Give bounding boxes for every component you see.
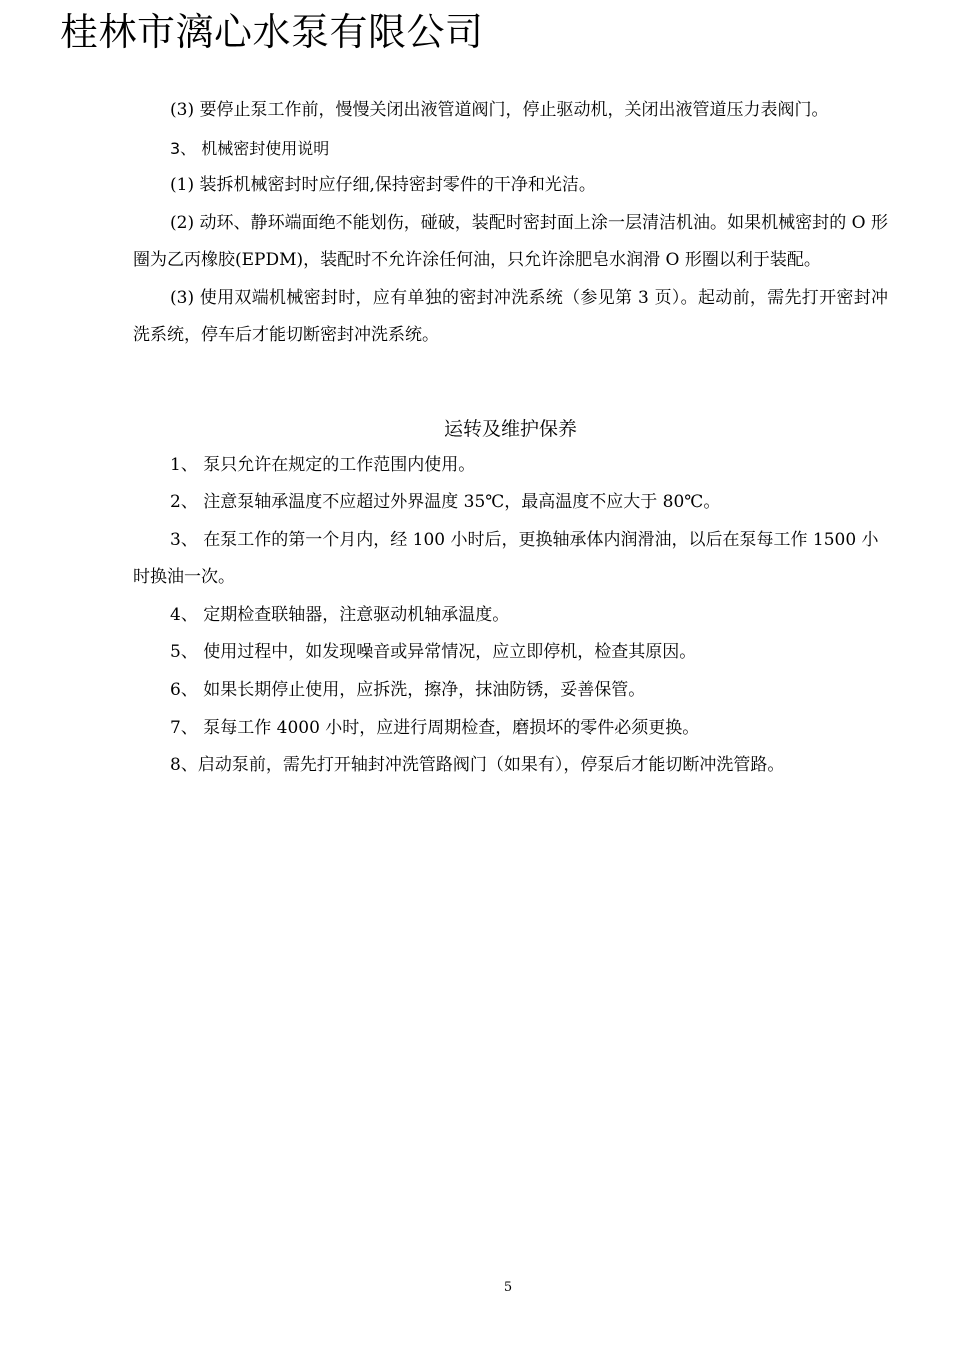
list-item: 6、 如果长期停止使用，应拆洗，擦净，抹油防锈，妥善保管。 [170, 680, 646, 701]
list-item: 1、 泵只允许在规定的工作范围内使用。 [170, 454, 476, 475]
document-body [133, 92, 888, 785]
heading-mechanical-seal: 3、 机械密封使用说明 [170, 138, 330, 158]
list-item: 8、启动泵前，需先打开轴封冲洗管路阀门（如果有），停泵后才能切断冲洗管路。 [170, 755, 785, 776]
list-item: 4、 定期检查联轴器，注意驱动机轴承温度。 [170, 604, 510, 625]
list-item [133, 522, 888, 597]
list-item: 7、 泵每工作 4000 小时，应进行周期检查，磨损坏的零件必须更换。 [170, 717, 700, 738]
paragraph-stop-pump: (3) 要停止泵工作前，慢慢关闭出液管道阀门，停止驱动机，关闭出液管道压力表阀门。 [170, 100, 829, 120]
list-item: 5、 使用过程中，如发现噪音或异常情况，应立即停机，检查其原因。 [170, 642, 697, 663]
paragraph-seal-rings: (2) 动环、静环端面绝不能划伤，碰破，装配时密封面上涂一层清洁机油。如果机械密封的 O 形圈为乙丙橡胶(EPDM)，装配时不允许涂任何油，只允许涂肥皂水润滑 O 形圈以利于装配。 [133, 212, 888, 270]
paragraph-seal-disassembly: (1) 装拆机械密封时应仔细,保持密封零件的干净和光洁。 [170, 175, 596, 195]
section-title-maintenance: 运转及维护保养 [443, 417, 577, 440]
list-item: 2、 注意泵轴承温度不应超过外界温度 35℃，最高温度不应大于 80℃。 [170, 492, 721, 513]
company-header: 桂林市漓心水泵有限公司 [60, 10, 484, 54]
paragraph-double-seal: (3) 使用双端机械密封时，应有单独的密封冲洗系统（参见第 3 页）。起动前，需先打开密封冲洗系统，停车后才能切断密封冲洗系统。 [133, 287, 888, 345]
page-number: 5 [503, 1280, 513, 1295]
list-item-text: 3、 在泵工作的第一个月内，经 100 小时后，更换轴承体内润滑油，以后在泵每工作 1500 小时换油一次。 [133, 529, 879, 588]
